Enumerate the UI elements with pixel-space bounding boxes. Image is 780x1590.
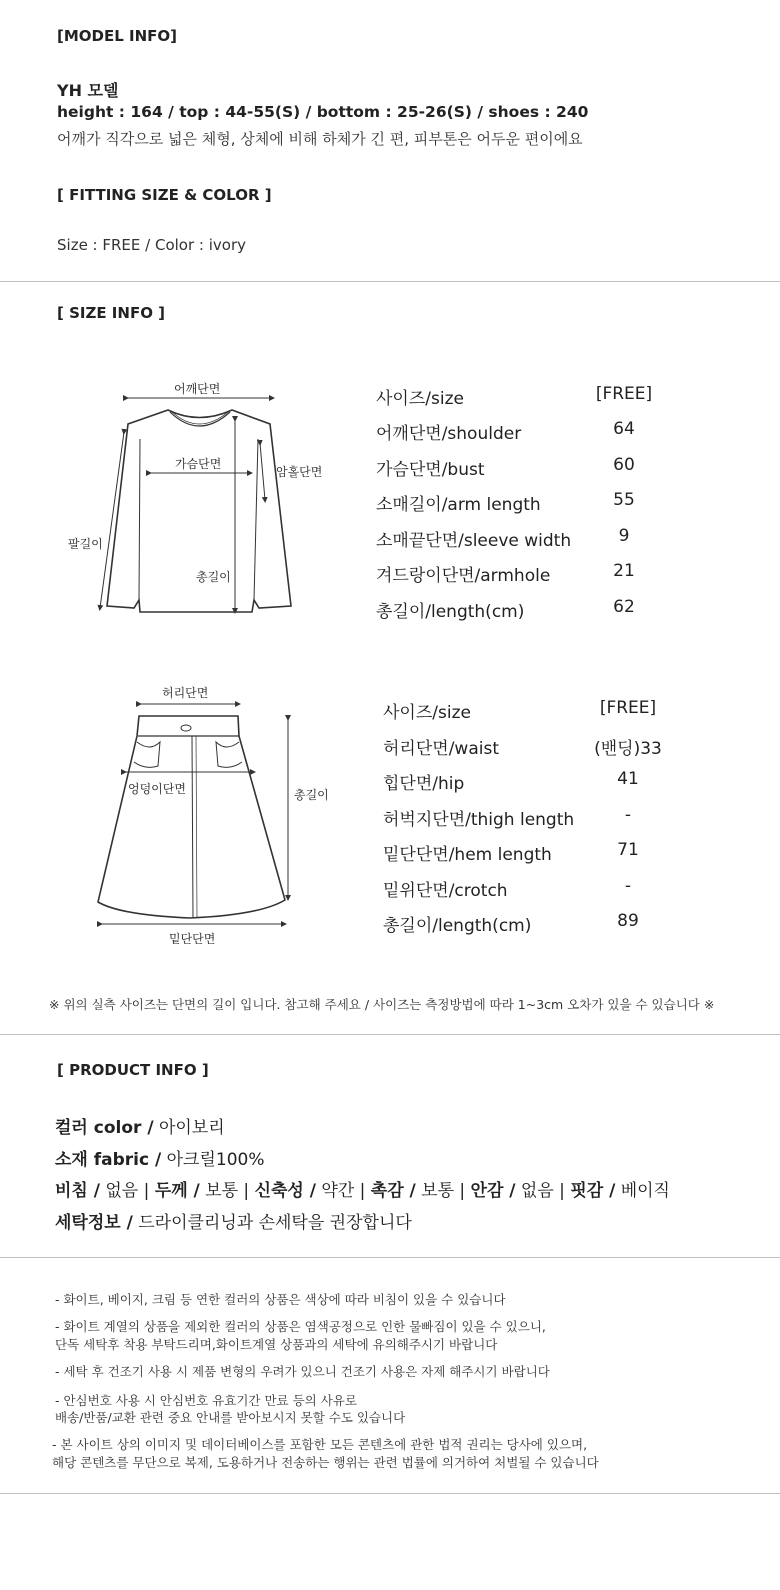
size-info-heading: [ SIZE INFO ] xyxy=(57,304,166,322)
product-info-heading: [ PRODUCT INFO ] xyxy=(57,1061,209,1079)
attr-value: 없음 | xyxy=(515,1181,571,1201)
bottom-size-value: 71 xyxy=(617,840,639,860)
label-arm-length: 팔길이 xyxy=(68,537,103,551)
label-waist: 허리단면 xyxy=(162,686,209,700)
top-garment-diagram xyxy=(60,375,340,625)
label-skirt-length: 총길이 xyxy=(294,788,329,802)
product-care xyxy=(55,1208,412,1233)
bottom-size-value: (밴딩)33 xyxy=(594,739,662,759)
bottom-size-label: 밑위단면/crotch xyxy=(383,881,508,901)
fabric-value: 아크릴100% xyxy=(161,1150,265,1170)
top-size-value: 21 xyxy=(613,561,635,581)
notice-line: 배송/반품/교환 관련 중요 안내를 받아보시지 못할 수도 있습니다 xyxy=(55,1410,406,1425)
bottom-size-label: 사이즈/size xyxy=(383,703,471,723)
fabric-label: 소재 fabric / xyxy=(55,1150,162,1170)
top-size-label: 총길이/length(cm) xyxy=(376,602,525,622)
model-name: YH 모델 xyxy=(57,81,119,100)
divider xyxy=(0,1257,780,1258)
attr-label: 핏감 / xyxy=(570,1181,616,1201)
top-size-value: 55 xyxy=(613,490,635,510)
top-size-value: [FREE] xyxy=(595,384,653,404)
care-label: 세탁정보 / xyxy=(55,1213,133,1233)
top-size-label: 어깨단면/shoulder xyxy=(376,424,522,444)
label-shoulder: 어깨단면 xyxy=(174,382,221,396)
bottom-size-label: 허벅지단면/thigh length xyxy=(383,810,575,830)
care-value: 드라이클리닝과 손세탁을 권장합니다 xyxy=(132,1213,412,1233)
size-note: ※ 위의 실측 사이즈는 단면의 길이 입니다. 참고해 주세요 / 사이즈는 측정방법에 따라 1~3cm 오차가 있을 수 있습니다 ※ xyxy=(49,997,715,1012)
attr-value: 보통 | xyxy=(415,1181,471,1201)
attr-value: 약간 | xyxy=(315,1181,371,1201)
attr-value: 베이직 xyxy=(615,1181,670,1201)
bottom-size-value: [FREE] xyxy=(599,698,657,718)
attr-label: 두께 / xyxy=(154,1181,200,1201)
bottom-size-label: 총길이/length(cm) xyxy=(383,916,532,936)
attr-label: 신축성 / xyxy=(254,1181,316,1201)
label-hem: 밑단단면 xyxy=(169,932,216,946)
divider xyxy=(0,1493,780,1494)
top-size-label: 사이즈/size xyxy=(376,389,464,409)
color-value: 아이보리 xyxy=(153,1118,225,1138)
notice-line: - 본 사이트 상의 이미지 및 데이터베이스를 포함한 모든 콘텐츠에 관한 법적 권리는 당사에 있으며, xyxy=(52,1437,588,1452)
attr-label: 촉감 / xyxy=(370,1181,416,1201)
top-size-value: 64 xyxy=(613,419,635,439)
color-label: 컬러 color / xyxy=(55,1118,154,1138)
attr-value: 없음 | xyxy=(99,1181,155,1201)
skirt-diagram xyxy=(90,700,320,935)
top-size-value: 62 xyxy=(613,597,635,617)
bottom-size-value: 89 xyxy=(617,911,639,931)
attr-value: 보통 | xyxy=(199,1181,255,1201)
top-size-value: 60 xyxy=(613,455,635,475)
notice-line: 단독 세탁후 착용 부탁드리며,화이트계열 상품과의 세탁에 유의해주시기 바랍니다 xyxy=(55,1337,498,1352)
product-color xyxy=(55,1113,225,1138)
bottom-size-value: 41 xyxy=(617,769,639,789)
notice-line: 해당 콘텐츠를 무단으로 복제, 도용하거나 전송하는 행위는 관련 법률에 의거하여 처벌될 수 있습니다 xyxy=(52,1455,599,1470)
divider xyxy=(0,281,780,282)
model-description: 어깨가 직각으로 넓은 체형, 상체에 비해 하체가 긴 편, 피부톤은 어두운 편이에요 xyxy=(57,130,583,148)
label-hip: 엉덩이단면 xyxy=(128,782,186,796)
label-top-length: 총길이 xyxy=(196,570,231,584)
top-size-label: 가슴단면/bust xyxy=(376,460,485,480)
top-size-label: 소매길이/arm length xyxy=(376,495,541,515)
top-size-value: 9 xyxy=(618,526,630,546)
divider xyxy=(0,1034,780,1035)
model-info-heading: [MODEL INFO] xyxy=(57,27,177,45)
top-size-label: 소매끝단면/sleeve width xyxy=(376,531,572,551)
notice-line: - 화이트 계열의 상품을 제외한 컬러의 상품은 염색공정으로 인한 물빠짐이 있을 수 있으니, xyxy=(55,1319,546,1334)
bottom-size-label: 힙단면/hip xyxy=(383,774,465,794)
attr-label: 안감 / xyxy=(470,1181,516,1201)
product-attributes xyxy=(55,1176,670,1201)
label-armhole: 암홀단면 xyxy=(276,465,323,479)
fitting-value: Size : FREE / Color : ivory xyxy=(57,236,246,254)
bottom-size-label: 밑단단면/hem length xyxy=(383,845,552,865)
fitting-heading: [ FITTING SIZE & COLOR ] xyxy=(57,186,272,204)
notice-line: - 화이트, 베이지, 크림 등 연한 컬러의 상품은 색상에 따라 비침이 있을 수 있습니다 xyxy=(55,1292,506,1307)
bottom-size-label: 허리단면/waist xyxy=(383,739,499,759)
notice-line: - 안심번호 사용 시 안심번호 유효기간 만료 등의 사유로 xyxy=(55,1393,357,1408)
attr-label: 비침 / xyxy=(55,1181,100,1201)
product-fabric xyxy=(55,1145,265,1170)
bottom-size-value: - xyxy=(624,876,632,896)
top-size-label: 겨드랑이단면/armhole xyxy=(376,566,551,586)
notice-line: - 세탁 후 건조기 사용 시 제품 변형의 우려가 있으니 건조기 사용은 자제 해주시기 바랍니다 xyxy=(55,1364,550,1379)
bottom-size-value: - xyxy=(624,805,632,825)
model-measurements: height : 164 / top : 44-55(S) / bottom : 25-26(S) / shoes : 240 xyxy=(57,103,589,121)
label-bust: 가슴단면 xyxy=(175,457,222,471)
